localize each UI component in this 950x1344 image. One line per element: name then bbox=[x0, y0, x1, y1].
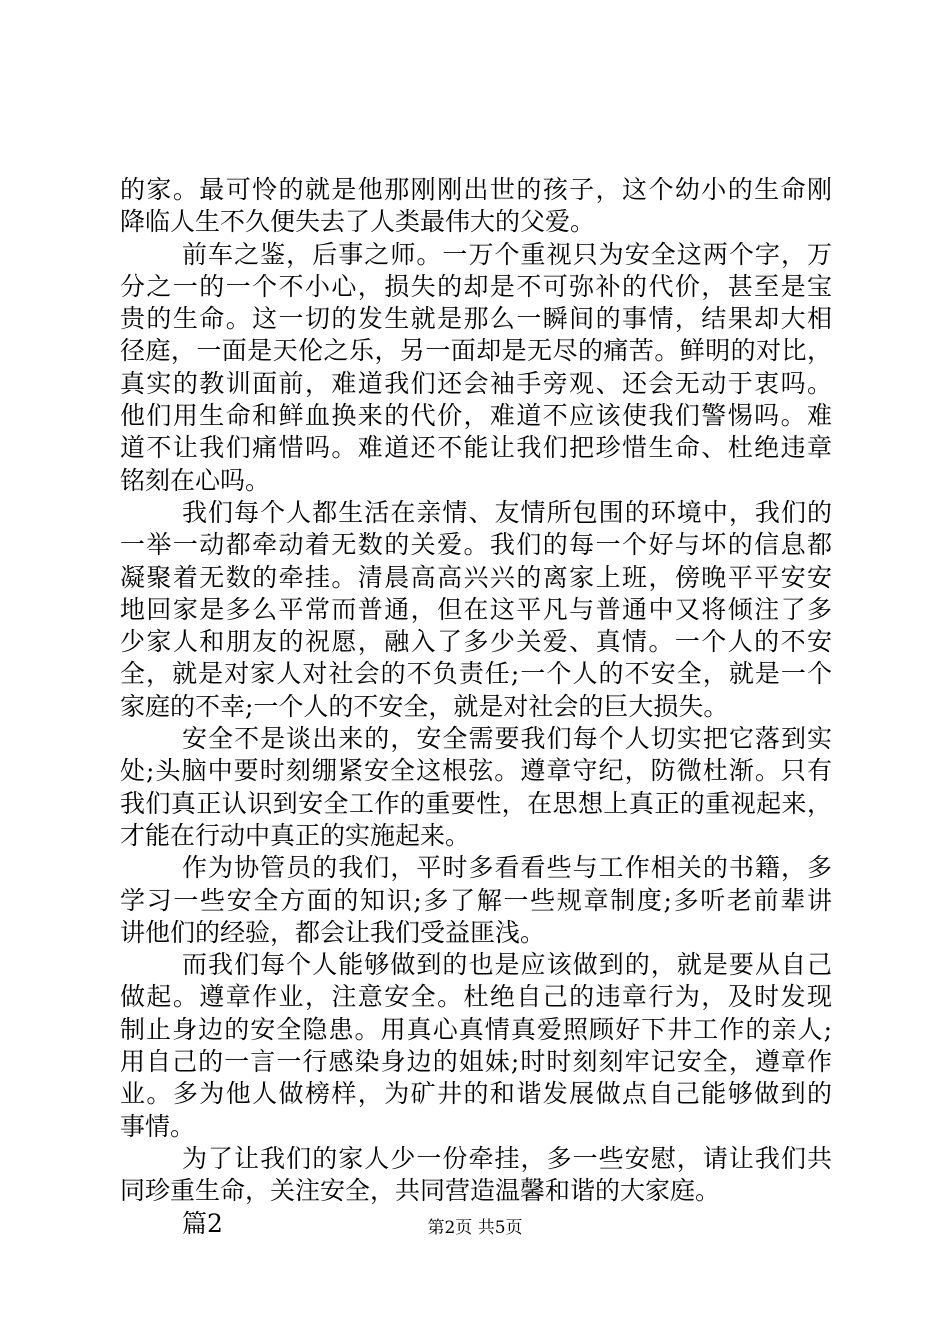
text-line: 全，就是对家人对社会的不负责任;一个人的不安全，就是一个 bbox=[120, 659, 832, 689]
text-line: 做起。遵章作业，注意安全。杜绝自己的违章行为，及时发现 bbox=[120, 982, 832, 1012]
text-line: 道不让我们痛惜吗。难道还不能让我们把珍惜生命、杜绝违章 bbox=[120, 433, 832, 463]
document-body bbox=[120, 174, 832, 1240]
text-line: 制止身边的安全隐患。用真心真情真爱照顾好下井工作的亲人; bbox=[120, 1014, 832, 1044]
page-number-footer: 第2页 共5页 bbox=[427, 1218, 523, 1238]
text-line: 贵的生命。这一切的发生就是那么一瞬间的事情，结果却大相 bbox=[120, 304, 832, 334]
text-line: 少家人和朋友的祝愿，融入了多少关爱、真情。一个人的不安 bbox=[120, 627, 832, 657]
text-line: 铭刻在心吗。 bbox=[120, 465, 271, 495]
text-line: 我们真正认识到安全工作的重要性，在思想上真正的重视起来， bbox=[120, 788, 832, 818]
text-line: 降临人生不久便失去了人类最伟大的父爱。 bbox=[120, 207, 596, 237]
text-line: 事情。 bbox=[120, 1111, 196, 1141]
text-line: 他们用生命和鲜血换来的代价，难道不应该使我们警惕吗。难 bbox=[120, 401, 832, 431]
text-line: 用自己的一言一行感染身边的姐妹;时时刻刻牢记安全，遵章作 bbox=[120, 1047, 832, 1077]
paragraph-first-line: 作为协管员的我们，平时多看看些与工作相关的书籍，多 bbox=[182, 853, 832, 883]
text-line: 讲他们的经验，都会让我们受益匪浅。 bbox=[120, 917, 546, 947]
text-line: 凝聚着无数的牵挂。清晨高高兴兴的离家上班，傍晚平平安安 bbox=[120, 562, 832, 592]
text-line: 径庭，一面是天伦之乐，另一面却是无尽的痛苦。鲜明的对比， bbox=[120, 336, 832, 366]
text-line: 家庭的不幸;一个人的不安全，就是对社会的巨大损失。 bbox=[120, 691, 729, 721]
paragraph-first-line: 为了让我们的家人少一份牵挂，多一些安慰，请让我们共 bbox=[182, 1143, 832, 1173]
paragraph-first-line: 而我们每个人能够做到的也是应该做到的，就是要从自己 bbox=[182, 950, 832, 980]
text-line: 真实的教训面前，难道我们还会袖手旁观、还会无动于衷吗。 bbox=[120, 368, 832, 398]
paragraph-first-line: 安全不是谈出来的，安全需要我们每个人切实把它落到实 bbox=[182, 724, 832, 754]
text-line: 学习一些安全方面的知识;多了解一些规章制度;多听老前辈讲 bbox=[120, 885, 832, 915]
text-line: 处;头脑中要时刻绷紧安全这根弦。遵章守纪，防微杜渐。只有 bbox=[120, 756, 832, 786]
text-line: 分之一的一个不小心，损失的却是不可弥补的代价，甚至是宝 bbox=[120, 271, 832, 301]
text-line: 才能在行动中真正的实施起来。 bbox=[120, 820, 471, 850]
text-line: 的家。最可怜的就是他那刚刚出世的孩子，这个幼小的生命刚 bbox=[120, 175, 832, 204]
text-line: 地回家是多么平常而普通，但在这平凡与普通中又将倾注了多 bbox=[120, 594, 832, 624]
paragraph-first-line: 前车之鉴，后事之师。一万个重视只为安全这两个字，万 bbox=[182, 239, 832, 269]
section-heading: 篇2 bbox=[182, 1208, 223, 1238]
text-line: 一举一动都牵动着无数的关爱。我们的每一个好与坏的信息都 bbox=[120, 530, 832, 560]
text-line: 同珍重生命，关注安全，共同营造温馨和谐的大家庭。 bbox=[120, 1176, 721, 1206]
paragraph-first-line: 我们每个人都生活在亲情、友情所包围的环境中，我们的 bbox=[182, 497, 832, 527]
text-line: 业。多为他人做榜样，为矿井的和谐发展做点自己能够做到的 bbox=[120, 1079, 832, 1109]
